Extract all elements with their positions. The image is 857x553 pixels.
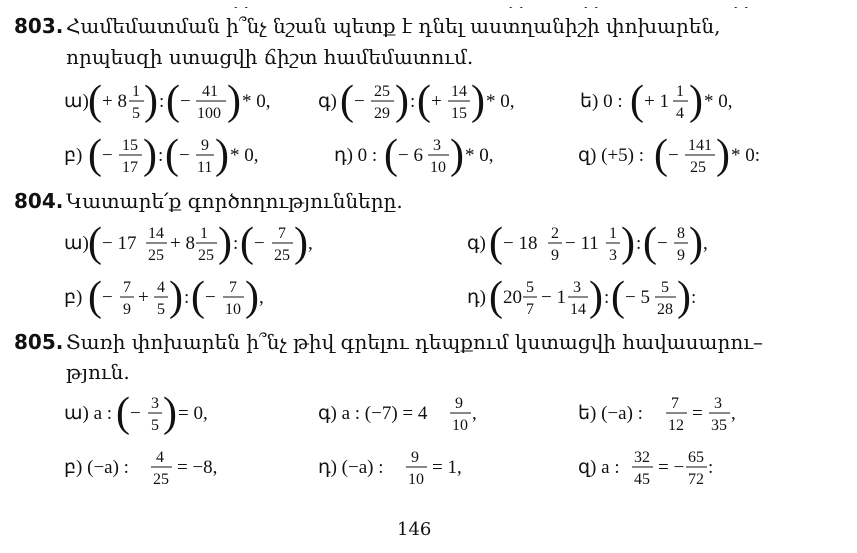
exercise-803-item-g: [318, 74, 578, 126]
svg-text:* 0,: * 0,: [230, 145, 259, 166]
svg-text:7: 7: [526, 301, 534, 318]
svg-text:բ) (−a) :: բ) (−a) :: [64, 457, 129, 478]
exercise-805-item-g: [318, 386, 538, 438]
svg-text:(: (: [611, 274, 625, 320]
svg-text:* 0,: * 0,: [242, 91, 271, 112]
svg-text:65: 65: [688, 449, 704, 466]
svg-text:12: 12: [668, 417, 684, 434]
exercise-804-item-g: [467, 216, 767, 268]
svg-text:): ): [716, 132, 730, 178]
svg-text:25: 25: [153, 471, 169, 488]
svg-text:= 0,: = 0,: [178, 403, 208, 424]
exercise-805-item-e: [578, 386, 798, 438]
svg-text:ա) a :: ա) a :: [64, 403, 113, 424]
svg-text:15: 15: [451, 105, 467, 122]
svg-text:−: −: [180, 91, 191, 112]
svg-text:(: (: [489, 220, 503, 266]
svg-text::: :: [158, 145, 164, 166]
svg-text:(: (: [88, 220, 102, 266]
exercise-805-item-a: [64, 386, 284, 438]
svg-text::: :: [708, 457, 714, 478]
svg-text:+ 8: + 8: [102, 91, 127, 112]
svg-text:+: +: [138, 287, 149, 308]
svg-text:3: 3: [609, 247, 617, 264]
cut-off-marks: [0, 7, 857, 8]
svg-text:25: 25: [690, 159, 706, 176]
svg-text:− 1: − 1: [541, 287, 566, 308]
svg-text:−: −: [668, 145, 679, 166]
svg-text:5: 5: [661, 279, 669, 296]
svg-text:(: (: [417, 78, 431, 124]
svg-text:9: 9: [455, 395, 463, 412]
svg-text:1: 1: [676, 83, 684, 100]
formula: [64, 128, 324, 180]
svg-text:(: (: [489, 274, 503, 320]
svg-text:7: 7: [278, 225, 286, 242]
svg-text:): ): [689, 78, 703, 124]
svg-text:): ): [215, 132, 229, 178]
svg-text:,: ,: [703, 233, 708, 254]
svg-text:+: +: [431, 91, 442, 112]
formula: [64, 74, 354, 126]
svg-text:29: 29: [374, 105, 390, 122]
svg-text:դ) 0 :: դ) 0 :: [334, 145, 378, 166]
svg-text:−: −: [354, 91, 365, 112]
svg-text:15: 15: [122, 137, 138, 154]
svg-text:−: −: [102, 145, 113, 166]
svg-text::: :: [184, 287, 190, 308]
svg-text:): ): [621, 220, 635, 266]
svg-text:8: 8: [677, 225, 685, 242]
formula: [318, 74, 578, 126]
svg-text:25: 25: [374, 83, 390, 100]
exercise-number-804: 804.: [14, 189, 64, 213]
svg-text:− 6: − 6: [398, 145, 423, 166]
svg-text:141: 141: [688, 137, 712, 154]
svg-text:ե) (−a) :: ե) (−a) :: [578, 403, 643, 424]
formula: [64, 440, 304, 492]
svg-text:դ) (−a) :: դ) (−a) :: [318, 457, 384, 478]
svg-text:): ): [395, 78, 409, 124]
svg-text:45: 45: [634, 471, 650, 488]
svg-text:): ): [677, 274, 691, 320]
exercise-803-item-b: [64, 128, 324, 180]
svg-text::: :: [636, 233, 642, 254]
formula: [578, 128, 838, 180]
svg-text:(: (: [240, 220, 254, 266]
svg-text:(: (: [88, 78, 102, 124]
svg-text:ա): ա): [64, 91, 89, 112]
svg-text:25: 25: [148, 247, 164, 264]
svg-text:10: 10: [408, 471, 424, 488]
svg-text:3: 3: [714, 395, 722, 412]
svg-text:զ) (+5) :: զ) (+5) :: [578, 145, 645, 166]
svg-text:9: 9: [201, 137, 209, 154]
svg-text:բ): բ): [64, 145, 83, 166]
svg-text:* 0,: * 0,: [486, 91, 515, 112]
svg-text:10: 10: [225, 301, 241, 318]
svg-text:): ): [169, 274, 183, 320]
exercise-805-item-d: [318, 440, 538, 492]
svg-text:− 11: − 11: [565, 233, 599, 254]
exercise-803-item-a: [64, 74, 354, 126]
svg-text::: :: [604, 287, 610, 308]
svg-text:25: 25: [198, 247, 214, 264]
svg-text:(: (: [165, 132, 179, 178]
svg-text:գ): գ): [467, 233, 486, 254]
svg-text:−: −: [657, 233, 668, 254]
exercise-805-text-line2: թյուն.: [66, 360, 130, 384]
formula: [467, 270, 787, 322]
exercise-805-item-b: [64, 440, 304, 492]
formula: [334, 128, 574, 180]
svg-text:(: (: [643, 220, 657, 266]
svg-text:,: ,: [731, 403, 736, 424]
svg-text:28: 28: [657, 301, 673, 318]
exercise-803-text-line2: որպեսզի ստացվի ճիշտ համեմատում.: [66, 45, 474, 69]
exercise-number-803: 803.: [14, 14, 64, 38]
svg-text:,: ,: [308, 233, 313, 254]
svg-text:= −: = −: [658, 457, 685, 478]
svg-text:4: 4: [157, 279, 165, 296]
svg-text:,: ,: [259, 287, 264, 308]
exercise-number-805: 805.: [14, 330, 64, 354]
svg-text:+ 1: + 1: [644, 91, 669, 112]
svg-text:5: 5: [526, 279, 534, 296]
svg-text:11: 11: [197, 159, 213, 176]
svg-text:9: 9: [677, 247, 685, 264]
svg-text:): ): [589, 274, 603, 320]
svg-text:2: 2: [551, 225, 559, 242]
svg-text:գ) a : (−7) = 4: գ) a : (−7) = 4: [318, 403, 428, 424]
svg-text:* 0,: * 0,: [465, 145, 494, 166]
svg-text::: :: [159, 91, 165, 112]
exercise-804-item-a: [64, 216, 384, 268]
formula: [318, 440, 538, 492]
svg-text:−: −: [102, 287, 113, 308]
svg-text:9: 9: [551, 247, 559, 264]
svg-text:9: 9: [411, 449, 419, 466]
exercise-804-item-d: [467, 270, 787, 322]
svg-text:3: 3: [151, 395, 159, 412]
formula: [64, 386, 284, 438]
svg-text:1: 1: [200, 225, 208, 242]
svg-text:* 0:: * 0:: [731, 145, 761, 166]
svg-text:− 18: − 18: [503, 233, 538, 254]
svg-text:(: (: [630, 78, 644, 124]
svg-text::: :: [691, 287, 697, 308]
svg-text:20: 20: [503, 287, 522, 308]
formula: [64, 270, 364, 322]
svg-text:դ): դ): [467, 287, 486, 308]
exercise-804-item-b: [64, 270, 364, 322]
svg-text:25: 25: [274, 247, 290, 264]
svg-text:4: 4: [156, 449, 164, 466]
svg-text:): ): [450, 132, 464, 178]
svg-text:35: 35: [711, 417, 727, 434]
svg-text:): ): [144, 78, 158, 124]
exercise-803-text-line1: Համեմատման ի՞նչ նշան պետք է դնել աստղանիշի փոխարեն,: [66, 14, 721, 38]
exercise-804-text: Կատարե՛ք գործողությունները.: [66, 189, 403, 213]
svg-text:−: −: [254, 233, 265, 254]
svg-text:3: 3: [573, 279, 581, 296]
svg-text:,: ,: [472, 403, 477, 424]
svg-text:(: (: [191, 274, 205, 320]
svg-text:(: (: [88, 132, 102, 178]
svg-text:− 5: − 5: [625, 287, 650, 308]
svg-text:): ): [471, 78, 485, 124]
svg-text::: :: [410, 91, 416, 112]
svg-text:(: (: [116, 390, 130, 436]
svg-text:+ 8: + 8: [170, 233, 195, 254]
svg-text:= 1,: = 1,: [432, 457, 462, 478]
svg-text:72: 72: [688, 471, 704, 488]
svg-text:7: 7: [123, 279, 131, 296]
svg-text:10: 10: [430, 159, 446, 176]
formula: [578, 440, 798, 492]
svg-text:7: 7: [671, 395, 679, 412]
svg-text:−: −: [130, 403, 141, 424]
svg-text:1: 1: [609, 225, 617, 242]
svg-text:ե) 0 :: ե) 0 :: [580, 91, 623, 112]
svg-text:(: (: [88, 274, 102, 320]
formula: [580, 74, 840, 126]
exercise-803-item-e: [580, 74, 840, 126]
svg-text:* 0,: * 0,: [704, 91, 733, 112]
svg-text:5: 5: [157, 301, 165, 318]
svg-text::: :: [233, 233, 239, 254]
svg-text:): ): [294, 220, 308, 266]
svg-text:= −8,: = −8,: [177, 457, 218, 478]
svg-text:4: 4: [676, 105, 684, 122]
svg-text:(: (: [384, 132, 398, 178]
svg-text:): ): [218, 220, 232, 266]
svg-text:5: 5: [132, 105, 140, 122]
svg-text:զ) a :: զ) a :: [578, 457, 620, 478]
svg-text:− 17: − 17: [102, 233, 137, 254]
formula: [467, 216, 767, 268]
svg-text:(: (: [166, 78, 180, 124]
svg-text:): ): [689, 220, 703, 266]
exercise-803-item-z: [578, 128, 838, 180]
svg-text:10: 10: [452, 417, 468, 434]
exercise-805-text-line1: Տառի փոխարեն ի՞նչ թիվ գրելու դեպքում կստացվի հավասարու–: [66, 330, 764, 354]
svg-text:17: 17: [122, 159, 138, 176]
svg-text:(: (: [340, 78, 354, 124]
formula: [64, 216, 384, 268]
svg-text:): ): [245, 274, 259, 320]
svg-text:ա): ա): [64, 233, 89, 254]
cut-off-top-line: [0, 0, 857, 8]
svg-text:): ): [163, 390, 177, 436]
svg-text:(: (: [654, 132, 668, 178]
svg-text:գ): գ): [318, 91, 337, 112]
svg-text:5: 5: [151, 417, 159, 434]
svg-text:14: 14: [570, 301, 586, 318]
svg-text:9: 9: [123, 301, 131, 318]
svg-text:100: 100: [197, 105, 221, 122]
formula: [318, 386, 538, 438]
page-number: 146: [397, 519, 432, 540]
svg-text:): ): [227, 78, 241, 124]
svg-text:3: 3: [433, 137, 441, 154]
svg-text:14: 14: [451, 83, 467, 100]
svg-text:7: 7: [229, 279, 237, 296]
svg-text:բ): բ): [64, 287, 83, 308]
svg-text:): ): [143, 132, 157, 178]
svg-text:41: 41: [202, 83, 218, 100]
svg-text:14: 14: [148, 225, 164, 242]
svg-text:=: =: [692, 403, 703, 424]
svg-text:−: −: [179, 145, 190, 166]
svg-text:32: 32: [634, 449, 650, 466]
formula: [578, 386, 798, 438]
svg-text:−: −: [205, 287, 216, 308]
svg-text:1: 1: [132, 83, 140, 100]
exercise-803-item-d: [334, 128, 574, 180]
exercise-805-item-z: [578, 440, 798, 492]
